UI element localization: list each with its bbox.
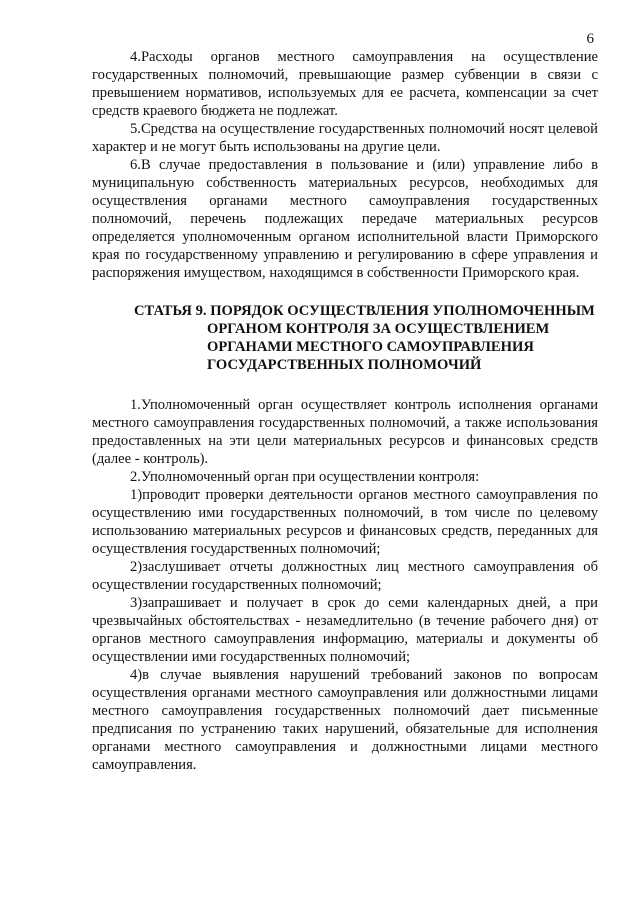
- page-number: 6: [586, 31, 594, 47]
- list-item-2-reports: 2)заслушивает отчеты должностных лиц местного самоуправления об осуществлении государственных полномочий;: [92, 559, 598, 593]
- article-heading-line-1: СТАТЬЯ 9. ПОРЯДОК ОСУЩЕСТВЛЕНИЯ УПОЛНОМОЧЕННЫМ: [134, 303, 595, 319]
- list-item-3-requests: 3)запрашивает и получает в срок до семи календарных дней, а при чрезвычайных обстоятельствах - незамедлительно (в течение рабочего дня) от органов местного самоуправления информацию, материалы и документы об осуществлении ими государственных полномочий;: [92, 595, 598, 665]
- paragraph-control-1: 1.Уполномоченный орган осуществляет контроль исполнения органами местного самоуправления государственных полномочий, а также использования предоставленных на эти цели материальных ресурсов и финансовых средств (далее - контроль).: [92, 397, 598, 467]
- document-body: [92, 48, 598, 774]
- paragraph-control-2: 2.Уполномоченный орган при осуществлении контроля:: [130, 469, 480, 485]
- list-item-1-inspections: 1)проводит проверки деятельности органов местного самоуправления по осуществлению ими государственных полномочий, в том числе по целевому использованию материальных ресурсов и финансовых средств, переданных для осуществления государственных полномочий;: [92, 487, 598, 557]
- article-heading-line-2: ОРГАНОМ КОНТРОЛЯ ЗА ОСУЩЕСТВЛЕНИЕМ: [207, 321, 550, 337]
- list-item-4-orders: 4)в случае выявления нарушений требований законов по вопросам осуществления органами местного самоуправления или должностными лицами местного самоуправления государственных полномочий дает письменные предписания по устранению таких нарушений, обязательные для исполнения органами местного самоуправления и должностными лицами местного самоуправления.: [92, 667, 598, 773]
- article-heading-line-4: ГОСУДАРСТВЕННЫХ ПОЛНОМОЧИЙ: [207, 357, 482, 373]
- article-9-heading: [134, 302, 598, 374]
- paragraph-5-funds: 5.Средства на осуществление государственных полномочий носят целевой характер и не могут быть использованы на другие цели.: [92, 121, 598, 155]
- paragraph-4-expenses: 4.Расходы органов местного самоуправления на осуществление государственных полномочий, превышающие размер субвенции в связи с превышением нормативов, используемых для ее расчета, компенсации за счет средств краевого бюджета не подлежат.: [92, 49, 598, 119]
- paragraph-6-resources: 6.В случае предоставления в пользование и (или) управление либо в муниципальную собственность материальных ресурсов, необходимых для осуществления органами местного самоуправления государственных полномочий, перечень подлежащих передаче материальных ресурсов определяется уполномоченным органом исполнительной власти Приморского края по государственному управлению и регулированию в сфере управления и распоряжения имуществом, находящимся в собственности Приморского края.: [92, 157, 598, 281]
- article-heading-line-3: ОРГАНАМИ МЕСТНОГО САМОУПРАВЛЕНИЯ: [207, 339, 534, 355]
